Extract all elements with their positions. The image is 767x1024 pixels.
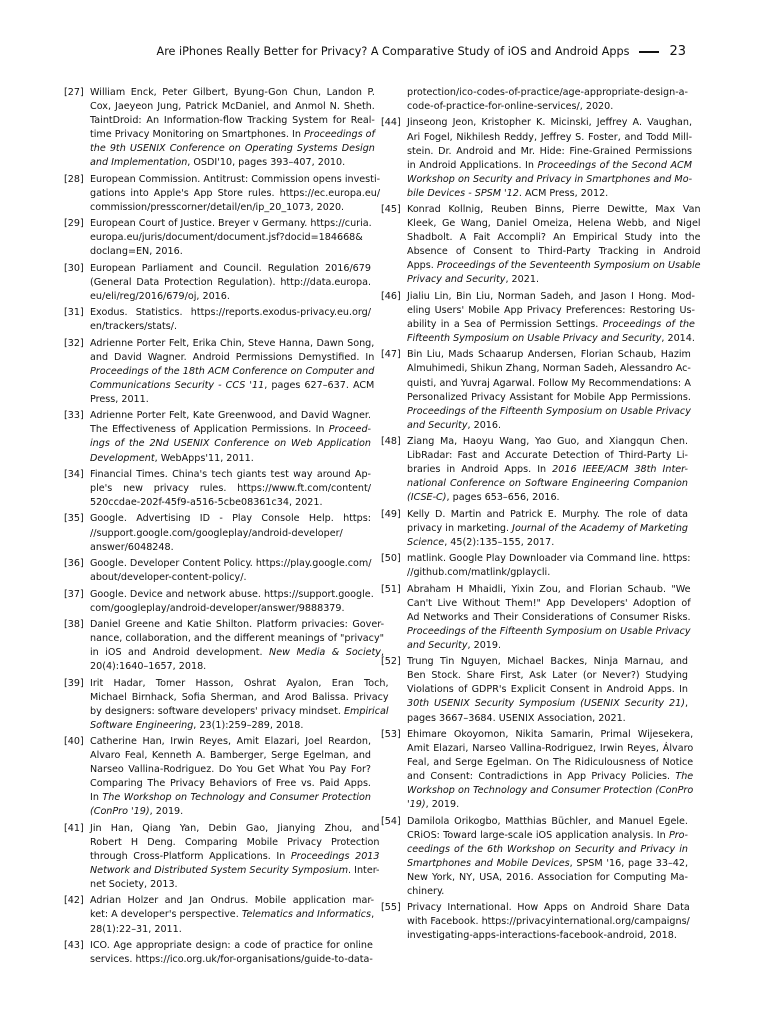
reference-line: Network and Distributed System Security Symposium. Inter- [90,864,380,876]
reference-line: Bin Liu, Mads Schaarup Andersen, Florian Schaub, Hazim [407,349,691,361]
reference-line: ings of the 2Nd USENIX Conference on Web Application [90,438,371,450]
reference-line: Proceedings of the Fifteenth Symposium on Usable Privacy [407,405,691,417]
reference-line: europa.eu/juris/document/document.jsf?docid=184668& [90,232,363,244]
reference-number: [50] [381,553,401,565]
reference-text [407,116,692,200]
reference-line: ICO. Age appropriate design: a code of practice for online [90,939,373,951]
reference-text [407,815,688,899]
reference-number: [30] [64,262,84,274]
reference-number: [33] [64,410,84,422]
reference-entry [381,290,695,346]
reference-line: Exodus. Statistics. https://reports.exodus-privacy.eu.org/ [90,307,371,319]
reference-line: answer/6048248. [90,541,174,553]
reference-line: Damilola Orikogbo, Matthias Büchler, and Manuel Egele. [407,815,688,827]
reference-line: Feal, and Serge Egelman. On The Ridiculousness of Notice [407,757,694,769]
reference-text [407,348,691,432]
reference-line: and Implementation, OSDI'10, pages 393–407, 2010. [90,157,346,169]
reference-line: and Security, 2019. [407,639,502,651]
references-left-column [64,86,389,969]
reference-line: ability in a Sea of Permission Settings. Proceedings of the [407,318,695,330]
reference-line: Workshop on Security and Privacy in Smartphones and Mo- [407,173,693,185]
reference-line: Konrad Kollnig, Reuben Binns, Pierre Dewitte, Max Van [407,204,701,216]
reference-text [90,894,374,936]
reference-line: and David Wagner. Android Permissions Demystified. In [90,351,375,363]
reference-line: and Consent: Contradictions in App Privacy Policies. The [407,771,694,783]
reference-line: European Parliament and Council. Regulation 2016/679 [90,262,371,274]
references-right-column [381,86,701,946]
reference-line: Irit Hadar, Tomer Hasson, Oshrat Ayalon, Eran Toch, [90,677,389,689]
reference-line: Catherine Han, Irwin Reyes, Amit Elazari, Joel Reardon, [90,736,371,748]
reference-line: through Cross-Platform Applications. In Proceedings 2013 [90,850,380,862]
reference-entry [64,409,371,465]
reference-text [90,557,372,585]
reference-line: CRiOS: Toward large-scale iOS application analysis. In Pro- [407,829,688,841]
reference-entry [381,583,691,653]
reference-line: Communications Security - CCS '11, pages 627–637. ACM [90,379,375,391]
reference-line: Apps. Proceedings of the Seventeenth Symposium on Usable [407,260,701,272]
reference-entry [64,557,371,585]
reference-text [90,618,384,674]
reference-line: ket: A developer's perspective. Telematics and Informatics, [90,909,375,921]
reference-line: Fifteenth Symposium on Usable Privacy and Security, 2014. [407,332,695,344]
reference-text [90,409,371,465]
reference-line: stein. Dr. Android and Mr. Hide: Fine-Grained Permissions [407,145,693,157]
reference-line: Shadbolt. A Fait Accompli? An Empirical Study into the [407,232,701,244]
reference-number: [43] [64,939,84,951]
reference-line: in iOS and Android development. New Media & Society, [90,647,385,659]
reference-number: [32] [64,337,84,349]
reference-line: Ben Stock. Share First, Ask Later (or Never?) Studying [407,670,688,682]
reference-number: [53] [381,728,401,740]
reference-line: Proceedings of the 18th ACM Conference on Computer and [90,365,375,377]
reference-line: about/developer-content-policy/. [90,572,247,584]
reference-line: 28(1):22–31, 2011. [90,923,182,935]
reference-number: [34] [64,468,84,480]
reference-number: [55] [381,902,401,914]
reference-line: William Enck, Peter Gilbert, Byung-Gon Chun, Landon P. [90,87,375,98]
reference-text [407,435,688,505]
reference-text [90,939,373,967]
reference-number: [44] [381,117,401,129]
reference-entry [64,894,375,936]
reference-text [407,901,690,943]
reference-entry [64,735,371,819]
reference-line: with Facebook. https://privacyinternational.org/campaigns/ [407,916,690,928]
reference-text [90,217,372,259]
reference-line: privacy in marketing. Journal of the Academy of Marketing [407,522,688,534]
reference-line: 30th USENIX Security Symposium (USENIX Security 21), [407,698,688,710]
reference-line: Google. Developer Content Policy. https://play.google.com/ [90,558,372,570]
reference-text [407,508,688,550]
reference-line: com/googleplay/android-developer/answer/9888379. [90,602,345,614]
reference-line: protection/ico-codes-of-practice/age-appropriate-design-a- [407,87,689,98]
reference-text [90,306,371,334]
reference-number: [29] [64,218,84,230]
reference-entry [381,116,693,200]
reference-line: pages 3667–3684. USENIX Association, 2021. [407,712,626,724]
reference-line: Adrienne Porter Felt, Erika Chin, Steve Hanna, Dawn Song, [90,337,375,349]
reference-number: [49] [381,508,401,520]
reference-number: [37] [64,588,84,600]
reference-entry [64,173,381,215]
reference-entry [381,435,688,505]
reference-text [407,290,695,346]
reference-line: (ICSE-C), pages 653–656, 2016. [407,492,560,504]
reference-line: Ziang Ma, Haoyu Wang, Yao Guo, and Xiangqun Chen. [407,436,688,448]
reference-line: LibRadar: Fast and Accurate Detection of Third-Party Li- [407,450,688,462]
page-number: 23 [669,44,686,59]
reference-line: Alvaro Feal, Kenneth A. Bamberger, Serge Egelman, and [90,750,371,762]
reference-line: and Security, 2016. [407,419,502,431]
reference-line: Kleek, Ge Wang, Daniel Omeiza, Helena Webb, and Nigel [407,218,701,230]
reference-line: Almuhimedi, Shikun Zhang, Norman Sadeh, Alessandro Ac- [407,363,691,375]
reference-entry [64,512,371,554]
reference-text [90,677,389,733]
reference-line: quisti, and Yuvraj Agarwal. Follow My Recommendations: A [407,377,691,389]
reference-line: Smartphones and Mobile Devices, SPSM '16, page 33–42, [407,857,688,869]
reference-line: The Effectiveness of Application Permissions. In Proceed- [90,424,371,436]
reference-number: [39] [64,677,84,689]
reference-number: [40] [64,736,84,748]
reference-line: Jinseong Jeon, Kristopher K. Micinski, Jeffrey A. Vaughan, [407,117,693,129]
reference-entry [381,86,688,114]
reference-entry [64,677,389,733]
reference-line: code-of-practice-for-online-services/, 2020. [407,101,614,113]
reference-line: gations into Apple's App Store rules. https://ec.europa.eu/ [90,187,381,199]
reference-text [90,337,374,407]
reference-line: time Privacy Monitoring on Smartphones. In Proceedings of [90,129,375,141]
reference-line: Google. Advertising ID - Play Console Help. https: [90,513,371,525]
header-rule [639,51,659,53]
reference-number: [31] [64,307,84,319]
reference-entry [64,618,385,674]
reference-line: Can't Live Without Them!" App Developers' Adoption of [407,597,691,609]
running-header [64,44,686,60]
reference-entry [381,655,688,725]
reference-line: Robert H Deng. Comparing Mobile Privacy Protection [90,836,380,848]
reference-line: net Society, 2013. [90,879,178,890]
reference-line: nance, collaboration, and the different meanings of "privacy" [90,633,385,645]
reference-line: Proceedings of the Fifteenth Symposium on Usable Privacy [407,625,691,637]
reference-line: the 9th USENIX Conference on Operating Systems Design [90,143,375,155]
reference-number: [52] [381,656,401,668]
reference-number: [27] [64,87,84,98]
reference-text [90,735,371,819]
reference-line: Kelly D. Martin and Patrick E. Murphy. The role of data [407,508,688,520]
reference-line: Comparing The Privacy Behaviors of Free vs. Paid Apps. [90,778,371,790]
reference-number: [51] [381,583,401,595]
reference-line: matlink. Google Play Downloader via Command line. https: [407,553,691,565]
reference-entry [64,468,371,510]
reference-number: [46] [381,290,401,302]
reference-line: 20(4):1640–1657, 2018. [90,661,207,673]
reference-entry [64,262,371,304]
reference-line: Science, 45(2):135–155, 2017. [407,536,555,548]
reference-line: Adrian Holzer and Jan Ondrus. Mobile application mar- [90,895,375,907]
reference-line: en/trackers/stats/. [90,321,178,333]
reference-line: Ari Fogel, Nikhilesh Reddy, Jeffrey S. Foster, and Todd Mill- [407,131,693,143]
reference-line: //support.google.com/googleplay/android-developer/ [90,527,343,539]
running-title: Are iPhones Really Better for Privacy? A Comparative Study of iOS and Android Apps [156,45,630,58]
reference-line: Ad Networks and Their Considerations of Consumer Risks. [407,611,691,623]
reference-line: ceedings of the 6th Workshop on Security and Privacy in [407,843,688,855]
reference-line: Google. Device and network abuse. https://support.google. [90,588,374,600]
reference-line: Jin Han, Qiang Yan, Debin Gao, Jianying Zhou, and [90,822,380,834]
reference-number: [47] [381,349,401,361]
reference-line: Daniel Greene and Katie Shilton. Platform privacies: Gover- [90,618,385,630]
reference-line: chinery. [407,885,445,897]
reference-number: [28] [64,173,84,185]
reference-line: national Conference on Software Engineering Companion [407,478,688,490]
reference-line: Trung Tin Nguyen, Michael Backes, Ninja Marnau, and [407,656,688,668]
reference-text [407,552,691,580]
reference-line: Violations of GDPR's Explicit Consent in Android Apps. In [407,684,688,696]
reference-line: Narseo Vallina-Rodriguez. Do You Get What You Pay For? [90,764,371,776]
reference-line: (General Data Protection Regulation). http://data.europa. [90,276,371,288]
reference-line: in Android Applications. In Proceedings of the Second ACM [407,159,693,171]
reference-line: (ConPro '19), 2019. [90,806,184,818]
reference-line: Software Engineering, 23(1):259–289, 2018. [90,719,304,731]
reference-line: Michael Birnhack, Sofia Sherman, and Arod Balissa. Privacy [90,691,389,703]
reference-text [407,728,693,812]
reference-line: TaintDroid: An Information-flow Tracking System for Real- [90,115,375,127]
reference-number: [41] [64,822,84,834]
reference-entry [64,86,375,170]
reference-number: [54] [381,815,401,827]
reference-line: Abraham H Mhaidli, Yixin Zou, and Florian Schaub. "We [407,583,691,595]
reference-entry [381,728,694,812]
reference-line: services. https://ico.org.uk/for-organisations/guide-to-data- [90,954,373,966]
reference-line: Financial Times. China's tech giants test way around Ap- [90,468,371,480]
reference-line: In The Workshop on Technology and Consumer Protection [90,792,371,804]
reference-line: eling Users' Mobile App Privacy Preferences: Restoring Us- [407,304,695,316]
reference-entry [381,508,688,550]
reference-line: Jialiu Lin, Bin Liu, Norman Sadeh, and Jason I Hong. Mod- [407,290,695,302]
reference-text [90,468,371,510]
reference-line: Press, 2011. [90,393,149,405]
reference-line: European Court of Justice. Breyer v Germany. https://curia. [90,218,372,230]
reference-entry [64,822,380,892]
reference-entry [381,552,691,580]
reference-text [90,588,374,616]
reference-line: Adrienne Porter Felt, Kate Greenwood, and David Wagner. [90,410,371,422]
reference-line: by designers: software developers' privacy mindset. Empirical [90,705,389,717]
reference-line: //github.com/matlink/gplaycli. [407,567,551,579]
reference-line: European Commission. Antitrust: Commission opens investi- [90,173,381,185]
reference-entry [381,815,688,899]
reference-line: Ehimare Okoyomon, Nikita Samarin, Primal Wijesekera, [407,728,694,740]
reference-number: [35] [64,513,84,525]
reference-line: Development, WebApps'11, 2011. [90,452,254,464]
reference-entry [64,939,371,967]
reference-number: [42] [64,895,84,907]
reference-line: commission/presscorner/detail/en/ip_20_1073, 2020. [90,201,345,213]
reference-entry [381,348,691,432]
reference-line: ple's new privacy rules. https://www.ft.com/content/ [90,483,371,494]
reference-entry [381,203,701,287]
reference-line: bile Devices - SPSM '12. ACM Press, 2012. [407,187,609,199]
reference-number: [48] [381,436,401,448]
reference-entry [64,217,371,259]
reference-line: doclang=EN, 2016. [90,246,183,258]
reference-line: Privacy International. How Apps on Android Share Data [407,902,690,914]
reference-text [407,583,691,653]
reference-text [90,86,375,170]
reference-entry [64,337,375,407]
reference-line: Workshop on Technology and Consumer Protection (ConPro [407,785,694,797]
reference-line: Personalized Privacy Assistant for Mobile App Permissions. [407,391,691,403]
reference-line: braries in Android Apps. In 2016 IEEE/ACM 38th Inter- [407,464,688,476]
reference-line: Absence of Consent to Third-Party Tracking in Android [407,246,701,258]
reference-text [407,86,688,114]
reference-text [90,822,380,892]
reference-number: [36] [64,558,84,570]
reference-line: Cox, Jaeyeon Jung, Patrick McDaniel, and Anmol N. Sheth. [90,101,375,113]
reference-text [90,262,371,304]
reference-line: '19), 2019. [407,799,460,811]
reference-line: 520ccdae-202f-45f9-a516-5cbe08361c34, 2021. [90,497,323,509]
reference-number [381,86,407,114]
reference-entry [64,588,374,616]
reference-text [90,173,380,215]
reference-text [407,203,701,287]
reference-text [90,512,371,554]
reference-number: [38] [64,618,84,630]
reference-text [407,655,688,725]
reference-entry [381,901,688,943]
reference-line: New York, NY, USA, 2016. Association for Computing Ma- [407,871,688,883]
reference-line: eu/eli/reg/2016/679/oj, 2016. [90,290,230,302]
reference-number: [45] [381,204,401,216]
reference-line: Privacy and Security, 2021. [407,274,540,286]
reference-line: investigating-apps-interactions-facebook-android, 2018. [407,930,677,942]
reference-line: Amit Elazari, Narseo Vallina-Rodriguez, Irwin Reyes, Álvaro [407,743,694,755]
reference-entry [64,306,371,334]
